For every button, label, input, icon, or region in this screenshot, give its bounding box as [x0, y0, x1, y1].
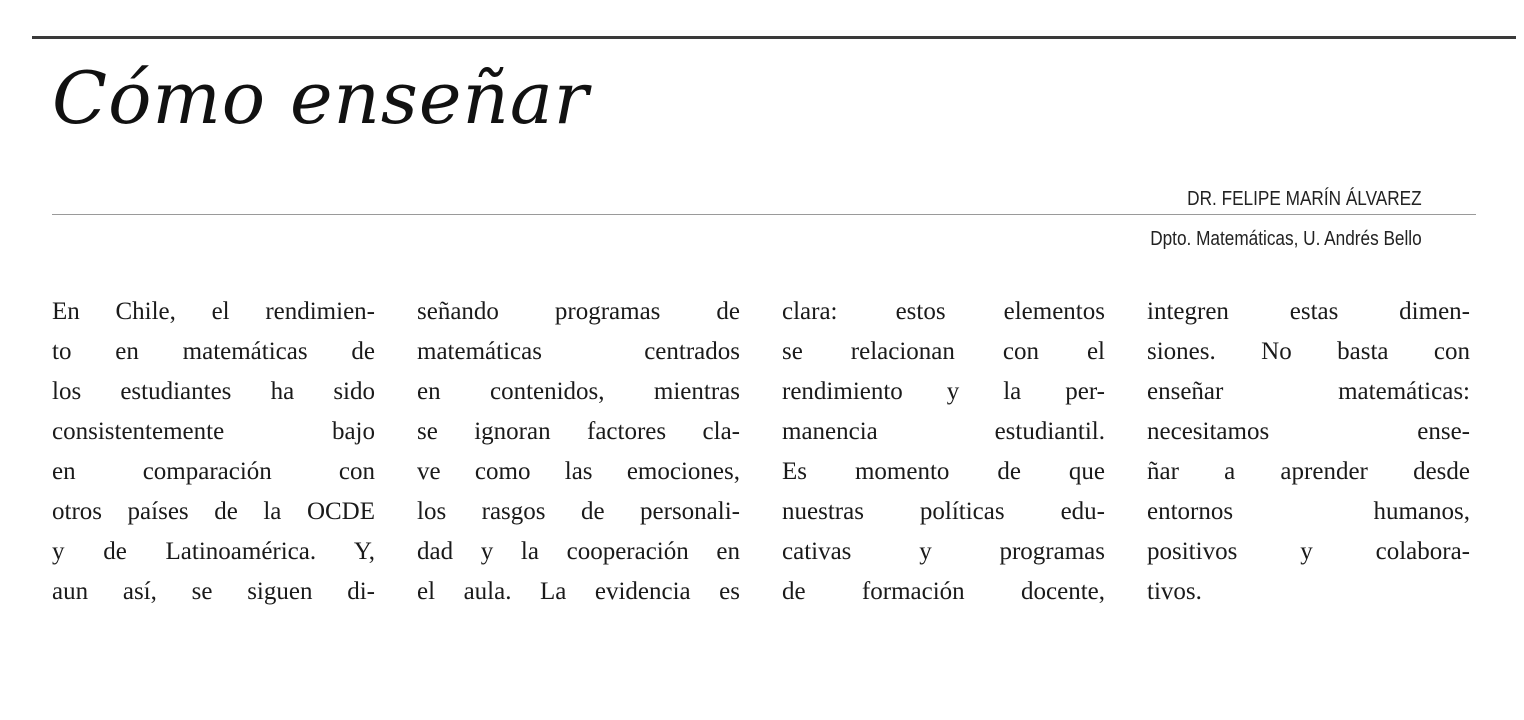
article-title: Cómo enseñar [52, 56, 590, 140]
text-line: clara: estos elementos [782, 298, 1105, 325]
text-line: en comparación con [52, 458, 375, 485]
text-line: entornos humanos, [1147, 498, 1470, 525]
text-line: se relacionan con el [782, 338, 1105, 365]
column-4 [1147, 292, 1470, 712]
author-name: DR. FELIPE MARÍN ÁLVAREZ [1187, 188, 1422, 210]
text-line: siones. No basta con [1147, 338, 1470, 365]
text-line: Es momento de que [782, 458, 1105, 485]
text-line: matemáticas centrados [417, 338, 740, 365]
text-line: necesitamos ense- [1147, 418, 1470, 445]
text-line: y de Latinoamérica. Y, [52, 538, 375, 565]
byline-rule [52, 214, 1476, 215]
text-line: en contenidos, mientras [417, 378, 740, 405]
text-line: los estudiantes ha sido [52, 378, 375, 405]
text-line: aun así, se siguen di- [52, 578, 375, 605]
text-line: manencia estudiantil. [782, 418, 1105, 445]
text-line: consistentemente bajo [52, 418, 375, 445]
text-line: otros países de la OCDE [52, 498, 375, 525]
text-line: de formación docente, [782, 578, 1105, 605]
text-line: los rasgos de personali- [417, 498, 740, 525]
text-line: enseñar matemáticas: [1147, 378, 1470, 405]
text-line: el aula. La evidencia es [417, 578, 740, 605]
text-line: En Chile, el rendimien- [52, 298, 375, 325]
text-line: ñar a aprender desde [1147, 458, 1470, 485]
text-line: nuestras políticas edu- [782, 498, 1105, 525]
text-line: ve como las emociones, [417, 458, 740, 485]
text-line: to en matemáticas de [52, 338, 375, 365]
text-line: señando programas de [417, 298, 740, 325]
text-line: cativas y programas [782, 538, 1105, 565]
article-body [52, 292, 1472, 712]
top-rule [32, 36, 1516, 39]
text-line: rendimiento y la per- [782, 378, 1105, 405]
author-affiliation: Dpto. Matemáticas, U. Andrés Bello [1150, 228, 1422, 250]
text-line: dad y la cooperación en [417, 538, 740, 565]
text-line: positivos y colabora- [1147, 538, 1470, 565]
text-line: se ignoran factores cla- [417, 418, 740, 445]
text-line: integren estas dimen- [1147, 298, 1470, 325]
column-3 [782, 292, 1105, 712]
column-1 [52, 292, 375, 712]
text-line: tivos. [1147, 578, 1202, 605]
column-2 [417, 292, 740, 712]
